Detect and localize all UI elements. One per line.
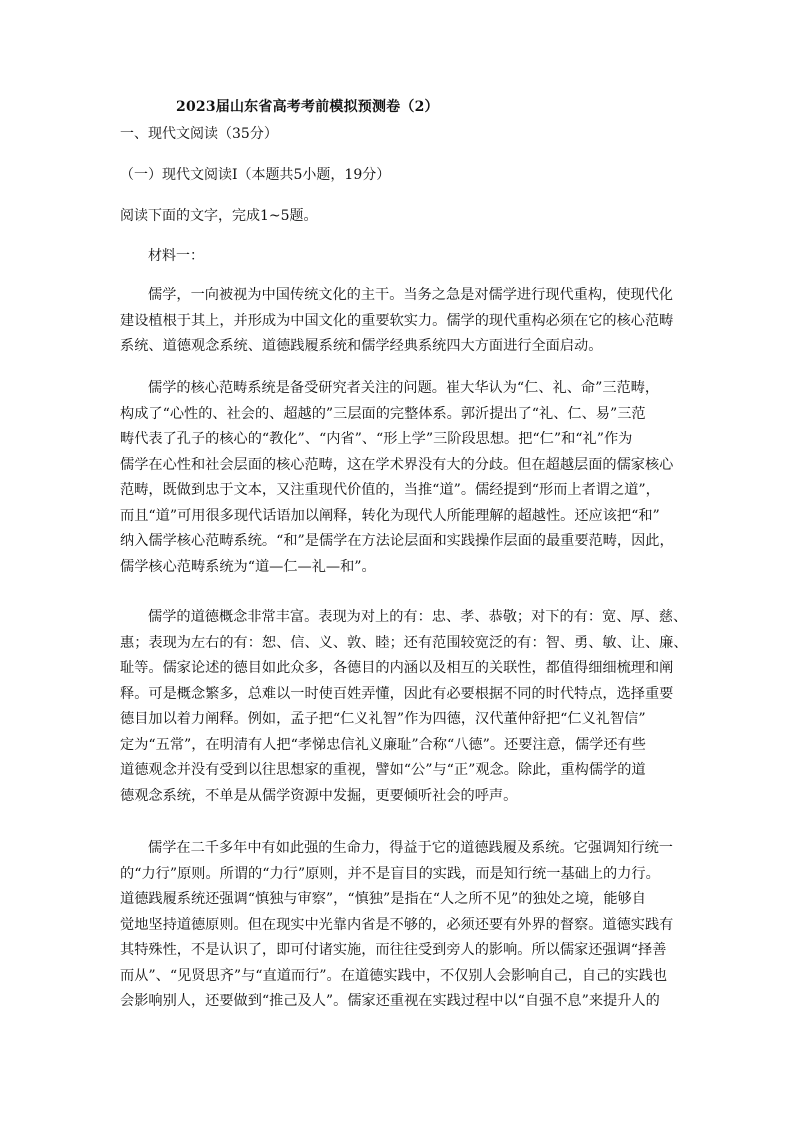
text-line: 的“力行”原则。所谓的“力行”原则，并不是盲目的实践，而是知行统一基础上的力行。	[120, 865, 660, 882]
text-line: 纳入儒学核心范畴系统。“和”是儒学在方法论层面和实践操作层面的最重要范畴，因此，	[120, 533, 674, 549]
text-line: 而且“道”可用很多现代话语加以阐释，转化为现代人所能理解的超越性。还应该把“和”	[120, 507, 660, 524]
text-line: 建设植根于其上，并形成为中国文化的重要软实力。儒学的现代重构必须在它的核心范畴	[120, 312, 674, 329]
reading-instruction: 阅读下面的文字，完成1~5题。	[120, 208, 318, 224]
text-line: 儒学核心范畴系统为“道—仁—礼—和”。	[120, 558, 376, 575]
text-line: 系统、道德观念系统、道德践履系统和儒学经典系统四大方面进行全面启动。	[120, 338, 603, 354]
text-line: 释。可是概念繁多，总难以一时使百姓弄懂，因此有必要根据不同的时代特点，选择重要	[120, 685, 674, 702]
material-label: 材料一：	[148, 248, 204, 264]
text-line: 儒学在心性和社会层面的核心范畴，这在学术界没有大的分歧。但在超越层面的儒家核心	[120, 456, 674, 473]
text-line: 德目加以着力阐释。例如，孟子把“仁义礼智”作为四德，汉代董仲舒把“仁义礼智信”	[120, 711, 646, 727]
text-line: 道德观念并没有受到以往思想家的重视，譬如“公”与“正”观念。除此，重构儒学的道	[120, 762, 646, 778]
text-line: 构成了“心性的、社会的、超越的”三层面的完整体系。郭沂提出了“礼、仁、易”三范	[120, 405, 646, 422]
text-line: 儒学的核心范畴系统是备受研究者关注的问题。崔大华认为“仁、礼、命”三范畴，	[148, 380, 660, 396]
text-line: 儒学的道德概念非常丰富。表现为对上的有：忠、孝、恭敬；对下的有：宽、厚、慈、	[148, 609, 688, 625]
paragraph-3	[120, 605, 688, 809]
text-line: 道德践履系统还强调“慎独与审察”，“慎独”是指在“人之所不见”的独处之境，能够自	[120, 891, 646, 907]
text-line: 觉地坚持道德原则。但在现实中光靠内省是不够的，必须还要有外界的督察。道德实践有	[120, 916, 674, 933]
paragraph-2	[120, 376, 683, 580]
paragraph-1	[120, 283, 683, 360]
text-line: 而从”、“见贤思齐”与“直道而行”。在道德实践中，不仅别人会影响自己，自己的实践也	[120, 967, 668, 984]
exam-title: 2023届山东省高考考前模拟预测卷（2）	[176, 99, 439, 115]
text-line: 儒学，一向被视为中国传统文化的主干。当务之急是对儒学进行现代重构，使现代化	[148, 287, 673, 303]
section-heading: 一、现代文阅读（35分）	[120, 126, 278, 142]
text-line: 惠；表现为左右的有：恕、信、义、敦、睦；还有范围较宽泛的有：智、勇、敏、让、廉、	[120, 634, 688, 651]
text-line: 畴代表了孔子的核心的“教化”、“内省”、“形上学”三阶段思想。把“仁”和“礼”作为	[120, 431, 633, 447]
text-line: 范畴，既做到忠于文本，又注重现代价值的，当推“道”。儒经提到“形而上者谓之道”，	[120, 482, 660, 498]
text-line: 其特殊性，不是认识了，即可付诸实施，而往往受到旁人的影响。所以儒家还强调“择善	[120, 942, 667, 958]
text-line: 德观念系统，不单是从儒学资源中发掘，更要倾听社会的呼声。	[120, 787, 518, 804]
text-line: 定为“五常”，在明清有人把“孝悌忠信礼义廉耻”合称“八德”。还要注意，儒学还有些	[120, 736, 646, 753]
text-line: 耻等。儒家论述的德目如此众多，各德目的内涵以及相互的关联性，都值得细细梳理和阐	[120, 660, 674, 676]
text-line: 儒学在二千多年中有如此强的生命力，得益于它的道德践履及系统。它强调知行统一	[148, 840, 673, 856]
text-line: 会影响别人，还要做到“推己及人”。儒家还重视在实践过程中以“自强不息”来提升人的	[120, 993, 660, 1009]
subsection-heading: （一）现代文阅读Ⅰ（本题共5小题，19分）	[120, 167, 391, 183]
paragraph-4	[120, 836, 683, 1015]
